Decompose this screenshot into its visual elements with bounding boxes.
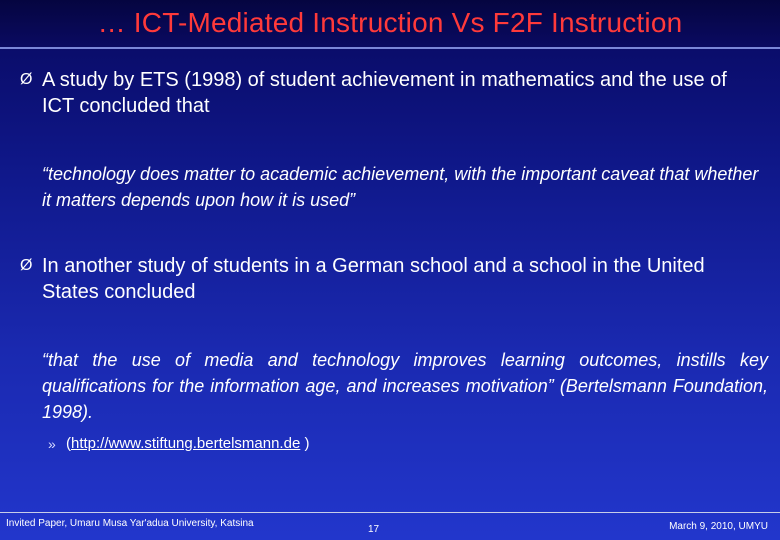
reference-close-paren: ) xyxy=(300,435,310,452)
quote-ets: “technology does matter to academic achievement, with the important caveat that whether it matters depends upon how it is used” xyxy=(42,164,759,210)
title-divider xyxy=(0,47,780,49)
footer-date: March 9, 2010, UMYU xyxy=(669,521,768,532)
slide-title: … ICT-Mediated Instruction Vs F2F Instruction xyxy=(97,7,683,38)
reference-line xyxy=(66,434,309,454)
sub-bullet-icon: » xyxy=(48,436,56,452)
reference-open-paren: ( xyxy=(66,435,71,452)
slide-number: 17 xyxy=(368,524,380,535)
bullet-text-german-study: In another study of students in a German school and a school in the United States concluded xyxy=(42,255,705,303)
quote-bertelsmann: “that the use of media and technology improves learning outcomes, instills key qualifications for the information age, and increases motivation” (Bertelsmann Foundation, 1998). xyxy=(42,350,768,422)
bullet-arrow-icon: Ø xyxy=(20,71,33,88)
bullet-text-ets-study: A study by ETS (1998) of student achievement in mathematics and the use of ICT concluded that xyxy=(42,69,727,117)
bullet-arrow-icon: Ø xyxy=(20,257,33,274)
bertelsmann-link[interactable]: http://www.stiftung.bertelsmann.de xyxy=(71,435,301,452)
footer-divider xyxy=(0,512,780,513)
footer-left-text: Invited Paper, Umaru Musa Yar'adua University, Katsina xyxy=(6,518,254,529)
